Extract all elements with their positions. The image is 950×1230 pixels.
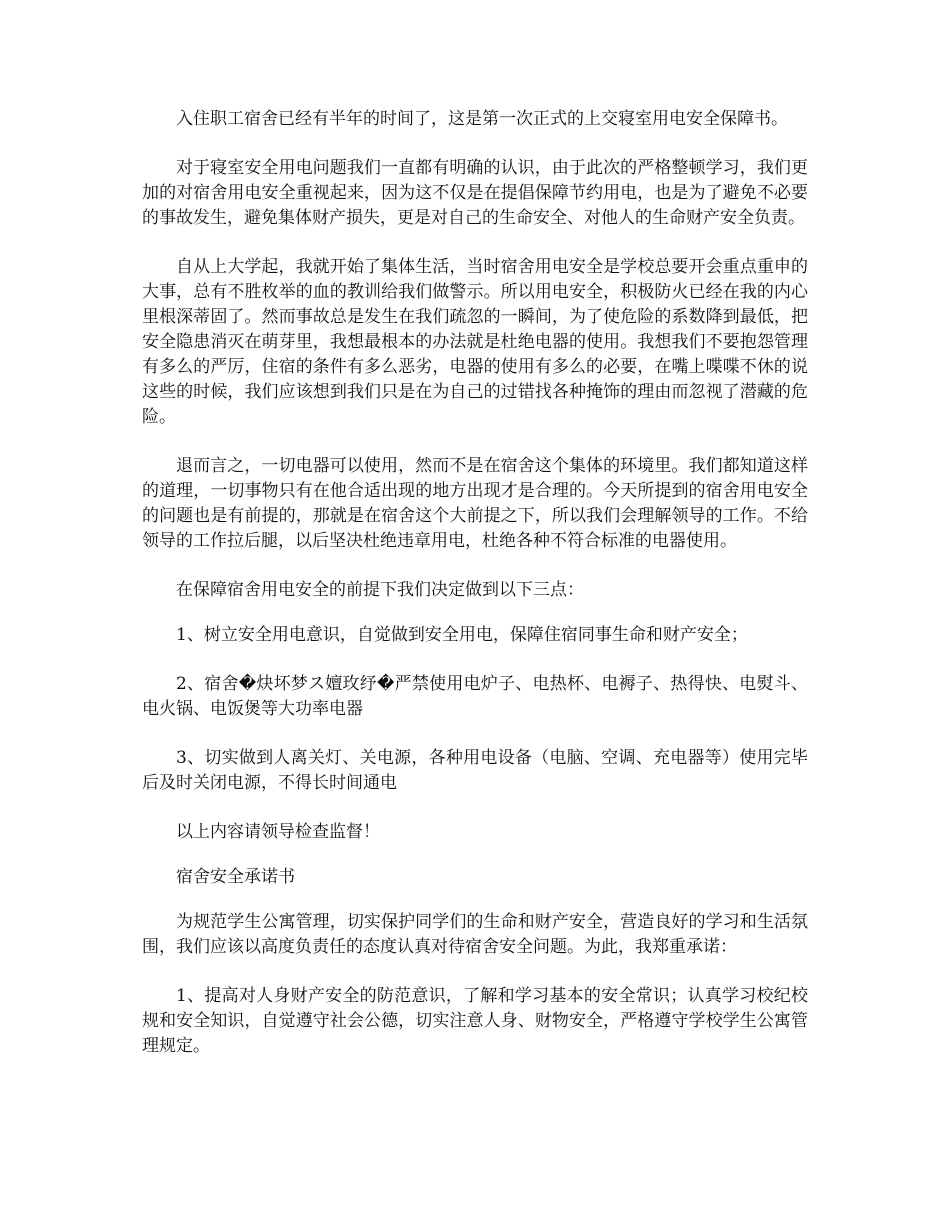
list-item-point-1: 1、树立安全用电意识，自觉做到安全用电，保障住宿同事生命和财产安全； (176, 625, 748, 645)
section-heading-dorm-safety-pledge: 宿舍安全承诺书 (176, 867, 295, 887)
list-item-point-2: 2、宿舍�炔坏梦ス嬗玫纾�严禁使用电炉子、电热杯、电褥子、热得快、电熨斗、电火锅、电饭煲等大功率电器 (142, 674, 808, 719)
paragraph-intro: 入住职工宿舍已经有半年的时间了，这是第一次正式的上交寝室用电安全保障书。 (176, 109, 788, 129)
paragraph-awareness: 对于寝室安全用电问题我们一直都有明确的认识，由于此次的严格整顿学习，我们更加的对宿舍用电安全重视起来，因为这不仅是在提倡保障节约用电，也是为了避免不必要的事故发生，避免集体财产损失，更是对自己的生命安全、对他人的生命财产安全负责。 (142, 158, 808, 228)
list-item-point-3: 3、切实做到人离关灯、关电源，各种用电设备（电脑、空调、充电器等）使用完毕后及时关闭电源，不得长时间通电 (142, 748, 808, 793)
paragraph-in-other-words: 退而言之，一切电器可以使用，然而不是在宿舍这个集体的环境里。我们都知道这样的道理，一切事物只有在他合适出现的地方出现才是合理的。今天所提到的宿舍用电安全的问题也是有前提的，那就是在宿舍这个大前提之下，所以我们会理解领导的工作。不给领导的工作拉后腿，以后坚决杜绝违章用电，杜绝各种不符合标准的电器使用。 (142, 456, 808, 551)
paragraph-pledge-intro: 为规范学生公寓管理，切实保护同学们的生命和财产安全，营造良好的学习和生活氛围，我们应该以高度负责任的态度认真对待宿舍安全问题。为此，我郑重承诺： (142, 912, 808, 957)
paragraph-supervision-request: 以上内容请领导检查监督！ (176, 822, 380, 842)
list-item-pledge-1: 1、提高对人身财产安全的防范意识，了解和学习基本的安全常识；认真学习校纪校规和安全知识，自觉遵守社会公德，切实注意人身、财物安全，严格遵守学校学生公寓管理规定。 (142, 986, 808, 1056)
paragraph-three-points-intro: 在保障宿舍用电安全的前提下我们决定做到以下三点： (176, 580, 584, 600)
document-body (142, 107, 808, 1083)
paragraph-college-life: 自从上大学起，我就开始了集体生活，当时宿舍用电安全是学校总要开会重点重申的大事，总有不胜枚举的血的教训给我们做警示。所以用电安全，积极防火已经在我的内心里根深蒂固了。然而事故总是发生在我们疏忽的一瞬间，为了使危险的系数降到最低，把安全隐患消灭在萌芽里，我想最根本的办法就是杜绝电器的使用。我想我们不要抱怨管理有多么的严厉，住宿的条件有多么恶劣，电器的使用有多么的必要，在嘴上喋喋不休的说这些的时候，我们应该想到我们只是在为自己的过错找各种掩饰的理由而忽视了潜藏的危险。 (142, 257, 808, 427)
